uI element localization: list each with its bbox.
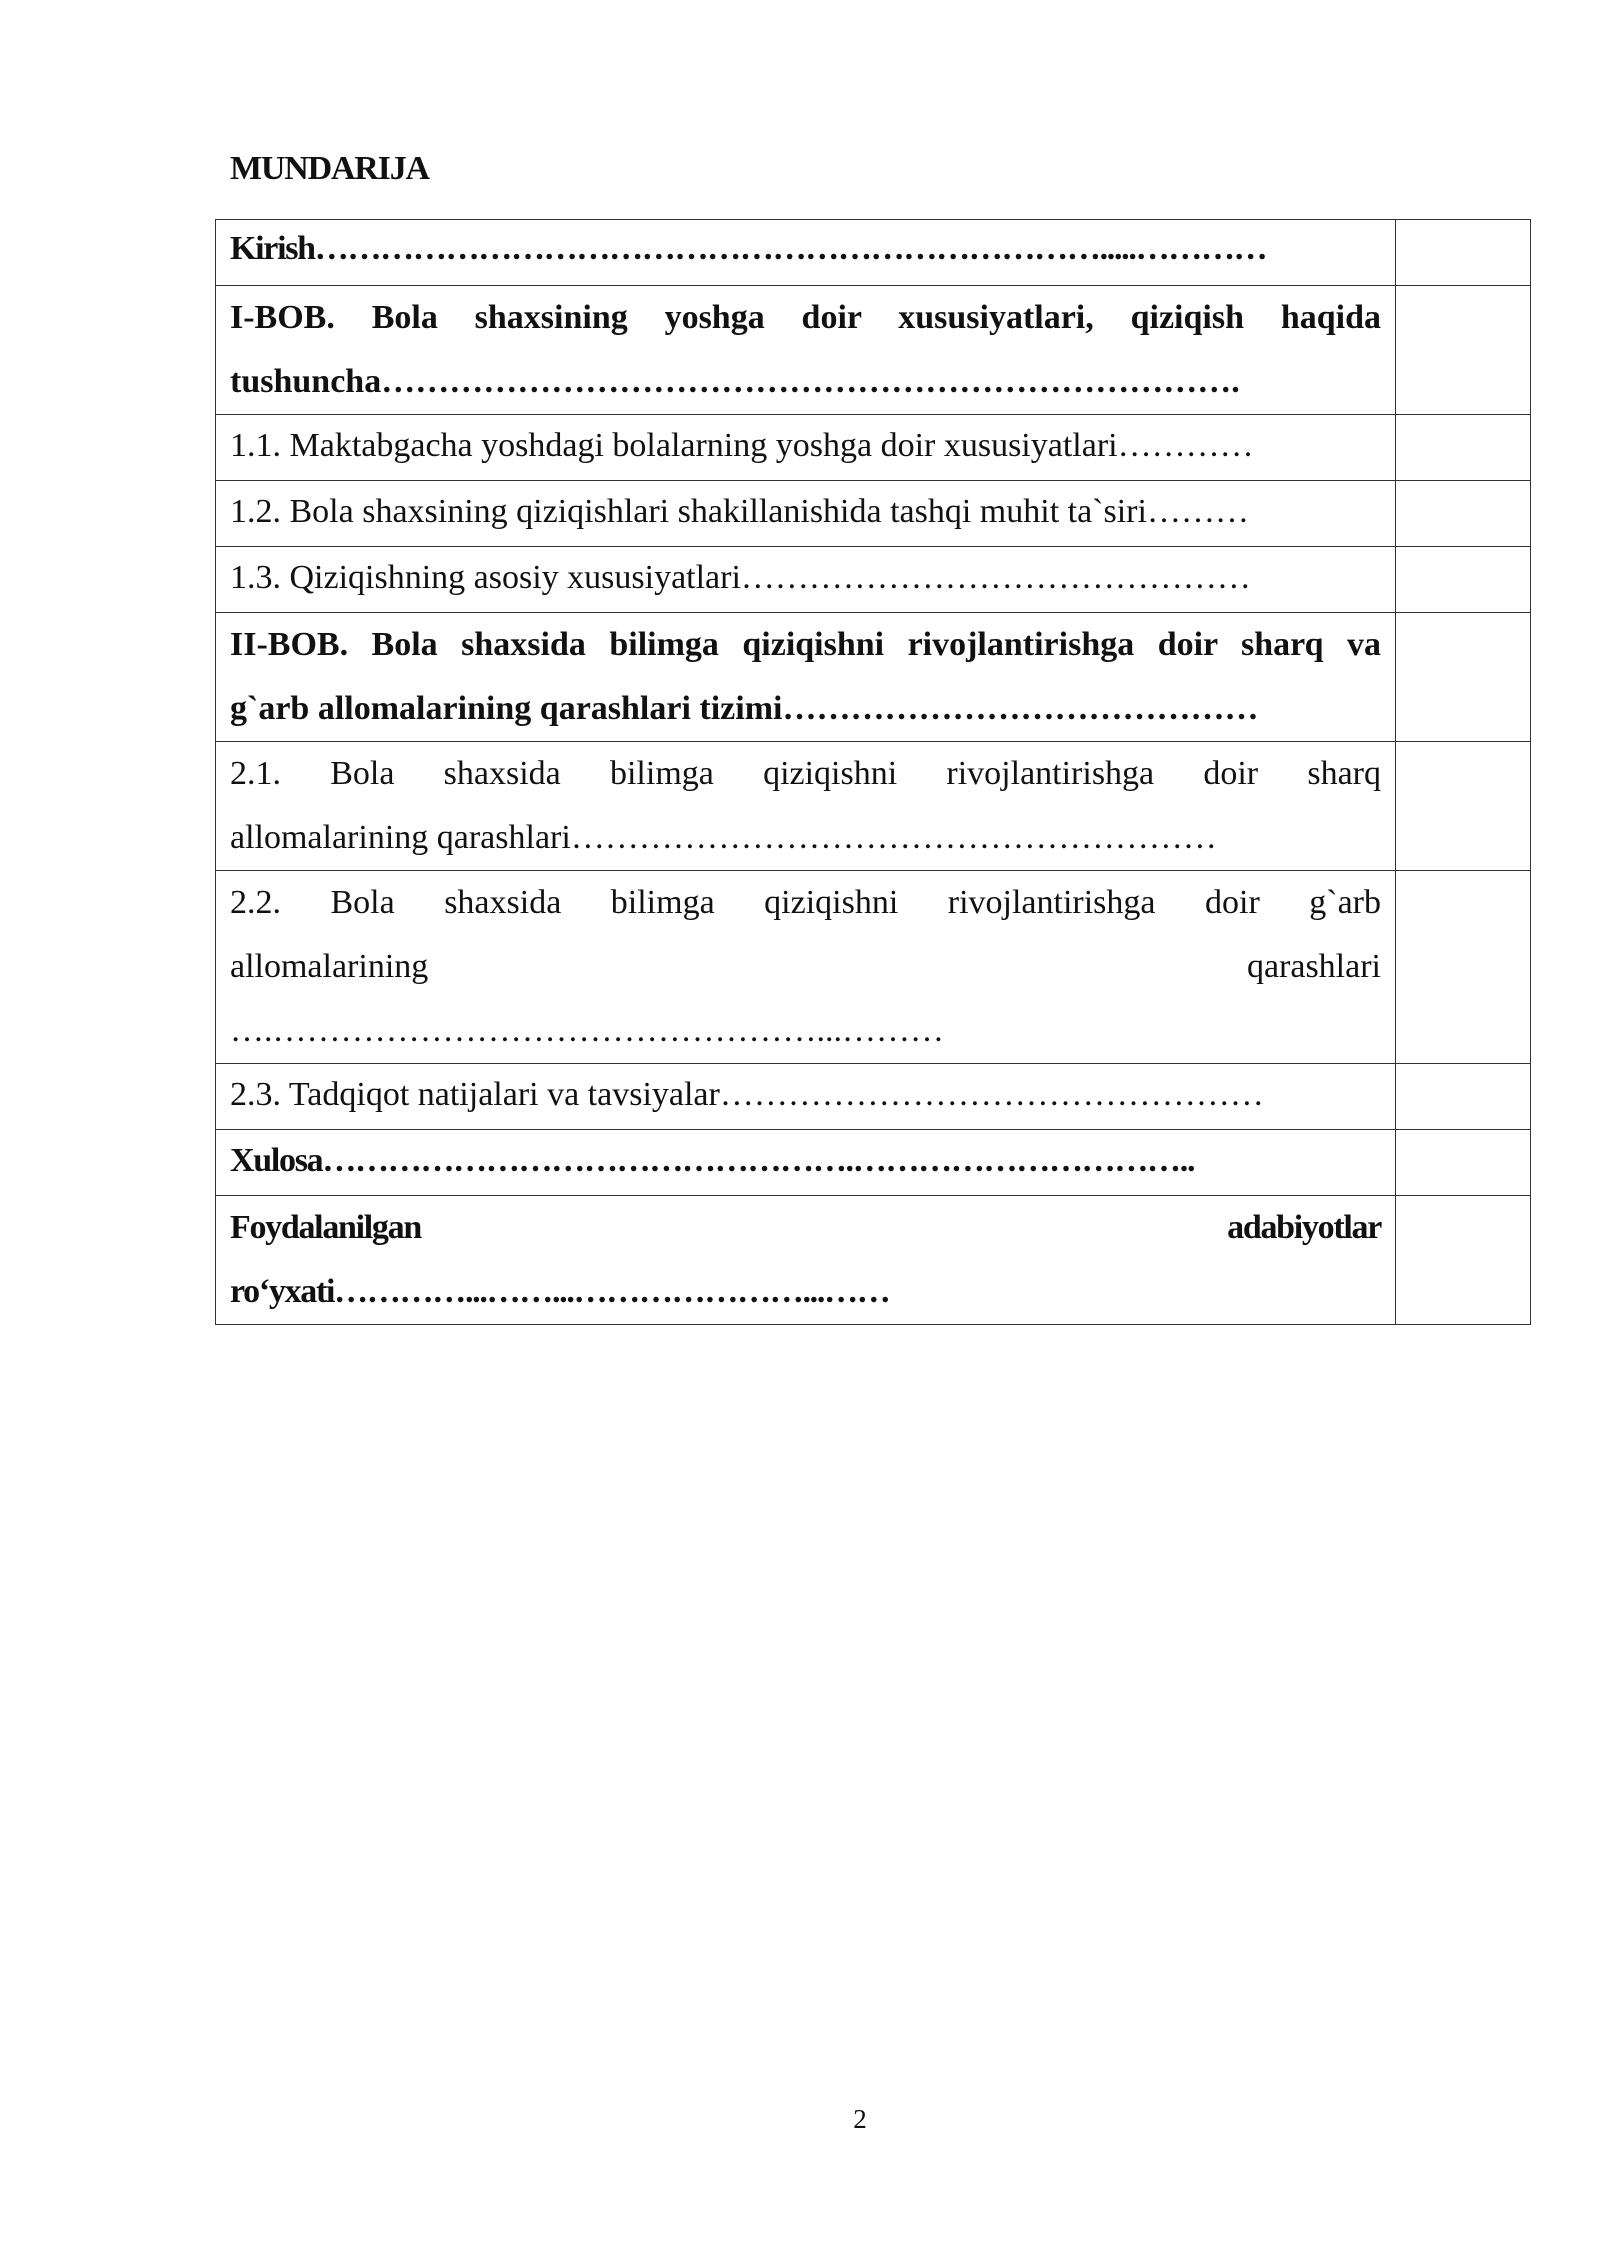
- toc-row-references: [216, 1196, 1531, 1325]
- toc-page-cell: [1396, 547, 1531, 613]
- toc-entry-text: 1.1. Maktabgacha yoshdagi bolalarning yoshga doir xususiyatlari…………: [230, 427, 1254, 464]
- toc-entry-cell: [216, 286, 1396, 415]
- toc-entry-cell: [216, 613, 1396, 742]
- toc-entry-line: I-BOB. Bola shaxsining yoshga doir xususiyatlari, qiziqish haqida: [230, 299, 1381, 336]
- toc-entry-line: 2.1. Bola shaxsida bilimga qiziqishni rivojlantirishga doir sharq: [230, 755, 1381, 792]
- toc-page-cell: [1396, 286, 1531, 415]
- toc-entry-cell: [216, 742, 1396, 871]
- toc-entry-cell: [216, 1064, 1396, 1130]
- toc-entry-cell: [216, 1196, 1396, 1325]
- toc-entry-cell: [216, 547, 1396, 613]
- toc-entry-line: Foydalanilgan adabiyotlar: [230, 1209, 1381, 1246]
- toc-entry-text: 1.3. Qiziqishning asosiy xususiyatlari………………………………………: [230, 559, 1251, 596]
- toc-row-conclusion: [216, 1130, 1531, 1196]
- toc-page-cell: [1396, 415, 1531, 481]
- toc-entry-line: allomalarining qarashlari: [230, 948, 1381, 985]
- toc-entry-line: g`arb allomalarining qarashlari tizimi……………………………………: [230, 690, 1259, 727]
- toc-row-intro: [216, 220, 1531, 286]
- toc-entry-line: allomalarining qarashlari…………………………………………………: [230, 819, 1217, 856]
- toc-row-chapter-1: [216, 286, 1531, 415]
- toc-page-cell: [1396, 871, 1531, 1064]
- toc-entry-cell: [216, 1130, 1396, 1196]
- toc-page-cell: [1396, 481, 1531, 547]
- toc-entry-cell: [216, 871, 1396, 1064]
- toc-entry-line: ….…………………………………………...………: [230, 1012, 944, 1049]
- toc-row-section-1-3: [216, 547, 1531, 613]
- toc-entry-line: tushuncha………………………………………………………………….: [230, 363, 1240, 400]
- toc-row-chapter-2: [216, 613, 1531, 742]
- toc-page-cell: [1396, 613, 1531, 742]
- toc-entry-text: 2.3. Tadqiqot natijalari va tavsiyalar…………………………………………: [230, 1076, 1264, 1113]
- toc-page-cell: [1396, 1196, 1531, 1325]
- document-title: MUNDARIJA: [230, 150, 429, 187]
- toc-row-section-1-2: [216, 481, 1531, 547]
- toc-page-cell: [1396, 220, 1531, 286]
- toc-entry-cell: [216, 481, 1396, 547]
- toc-row-section-2-3: [216, 1064, 1531, 1130]
- toc-row-section-2-1: [216, 742, 1531, 871]
- toc-entry-cell: [216, 220, 1396, 286]
- toc-row-section-2-2: [216, 871, 1531, 1064]
- toc-page-cell: [1396, 1130, 1531, 1196]
- toc-entry-text: Kirish……………………………………………………………….....…………: [230, 230, 1267, 267]
- toc-entry-line: II-BOB. Bola shaxsida bilimga qiziqishni rivojlantirishga doir sharq va: [230, 626, 1381, 663]
- toc-entry-cell: [216, 415, 1396, 481]
- toc-entry-bold: Xulosa………………………………………….…………………………..: [230, 1142, 1195, 1179]
- toc-entry-line: ro‘yxati…………...……...…………………...……: [230, 1273, 890, 1310]
- table-of-contents: [215, 219, 1531, 1325]
- toc-entry-text: [230, 1130, 1381, 1192]
- toc-entry-text: 1.2. Bola shaxsining qiziqishlari shakillanishida tashqi muhit ta`siri………: [230, 493, 1249, 530]
- toc-entry-line: 2.2. Bola shaxsida bilimga qiziqishni rivojlantirishga doir g`arb: [230, 884, 1381, 921]
- toc-page-cell: [1396, 1064, 1531, 1130]
- toc-page-cell: [1396, 742, 1531, 871]
- toc-row-section-1-1: [216, 415, 1531, 481]
- page-number: 2: [853, 2104, 867, 2134]
